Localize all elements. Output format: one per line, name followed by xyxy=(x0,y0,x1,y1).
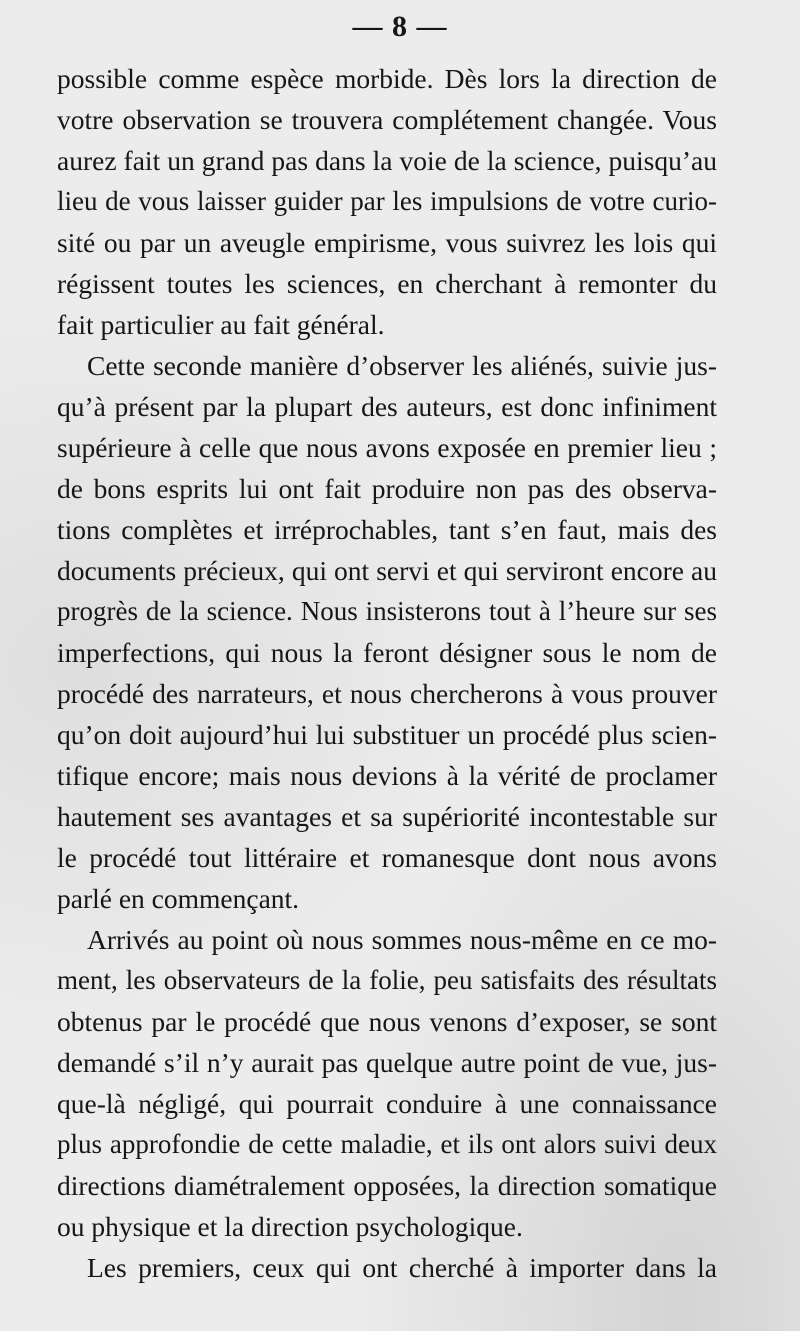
text-line: possible comme espèce morbide. Dès lors la direction de xyxy=(57,63,717,94)
text-line: Les premiers, ceux qui ont cherché à importer dans la xyxy=(87,1252,717,1283)
text-line: aurez fait un grand pas dans la voie de la science, puisqu’au xyxy=(57,145,717,176)
text-line: Arrivés au point où nous sommes nous-même en ce mo- xyxy=(87,924,717,955)
text-line: imperfections, qui nous la feront désigner sous le nom de xyxy=(57,637,717,668)
text-line: votre observation se trouvera complétement changée. Vous xyxy=(57,104,717,135)
text-line: hautement ses avantages et sa supériorité incontestable sur xyxy=(57,801,717,832)
page-number-header: — 8 — xyxy=(352,10,448,43)
text-line: Cette seconde manière d’observer les aliénés, suivie jus- xyxy=(87,350,717,381)
text-line: supérieure à celle que nous avons exposée en premier lieu ; xyxy=(57,432,717,463)
text-line: sité ou par un aveugle empirisme, vous suivrez les lois qui xyxy=(57,227,717,258)
text-line: régissent toutes les sciences, en cherchant à remonter du xyxy=(57,268,717,299)
text-line: documents précieux, qui ont servi et qui serviront encore au xyxy=(57,555,717,586)
text-line: demandé s’il n’y aurait pas quelque autre point de vue, jus- xyxy=(57,1047,717,1078)
text-line: de bons esprits lui ont fait produire non pas des observa- xyxy=(57,473,717,504)
text-line: plus approfondie de cette maladie, et ils ont alors suivi deux xyxy=(57,1129,717,1159)
text-line: le procédé tout littéraire et romanesque dont nous avons xyxy=(57,842,717,873)
text-line: progrès de la science. Nous insisterons tout à l’heure sur ses xyxy=(57,596,717,626)
text-line: tifique encore; mais nous devions à la vérité de proclamer xyxy=(57,760,717,791)
body-text xyxy=(57,58,717,1288)
text-line: parlé en commençant. xyxy=(57,883,300,914)
text-line: obtenus par le procédé que nous venons d’exposer, se sont xyxy=(57,1006,717,1037)
text-line: qu’à présent par la plupart des auteurs, est donc infiniment xyxy=(57,391,717,422)
text-line: procédé des narrateurs, et nous chercherons à vous prouver xyxy=(57,678,717,709)
text-line: ment, les observateurs de la folie, peu satisfaits des résultats xyxy=(57,965,717,995)
text-line: que-là négligé, qui pourrait conduire à une connaissance xyxy=(57,1088,717,1119)
text-line: fait particulier au fait général. xyxy=(57,309,385,340)
text-line: ou physique et la direction psychologique. xyxy=(57,1211,523,1242)
text-line: directions diamétralement opposées, la direction somatique xyxy=(57,1170,717,1201)
text-line: tions complètes et irréprochables, tant s’en faut, mais des xyxy=(57,514,717,545)
text-line: qu’on doit aujourd’hui lui substituer un procédé plus scien- xyxy=(57,719,717,750)
text-line: lieu de vous laisser guider par les impulsions de votre curio- xyxy=(57,186,717,216)
